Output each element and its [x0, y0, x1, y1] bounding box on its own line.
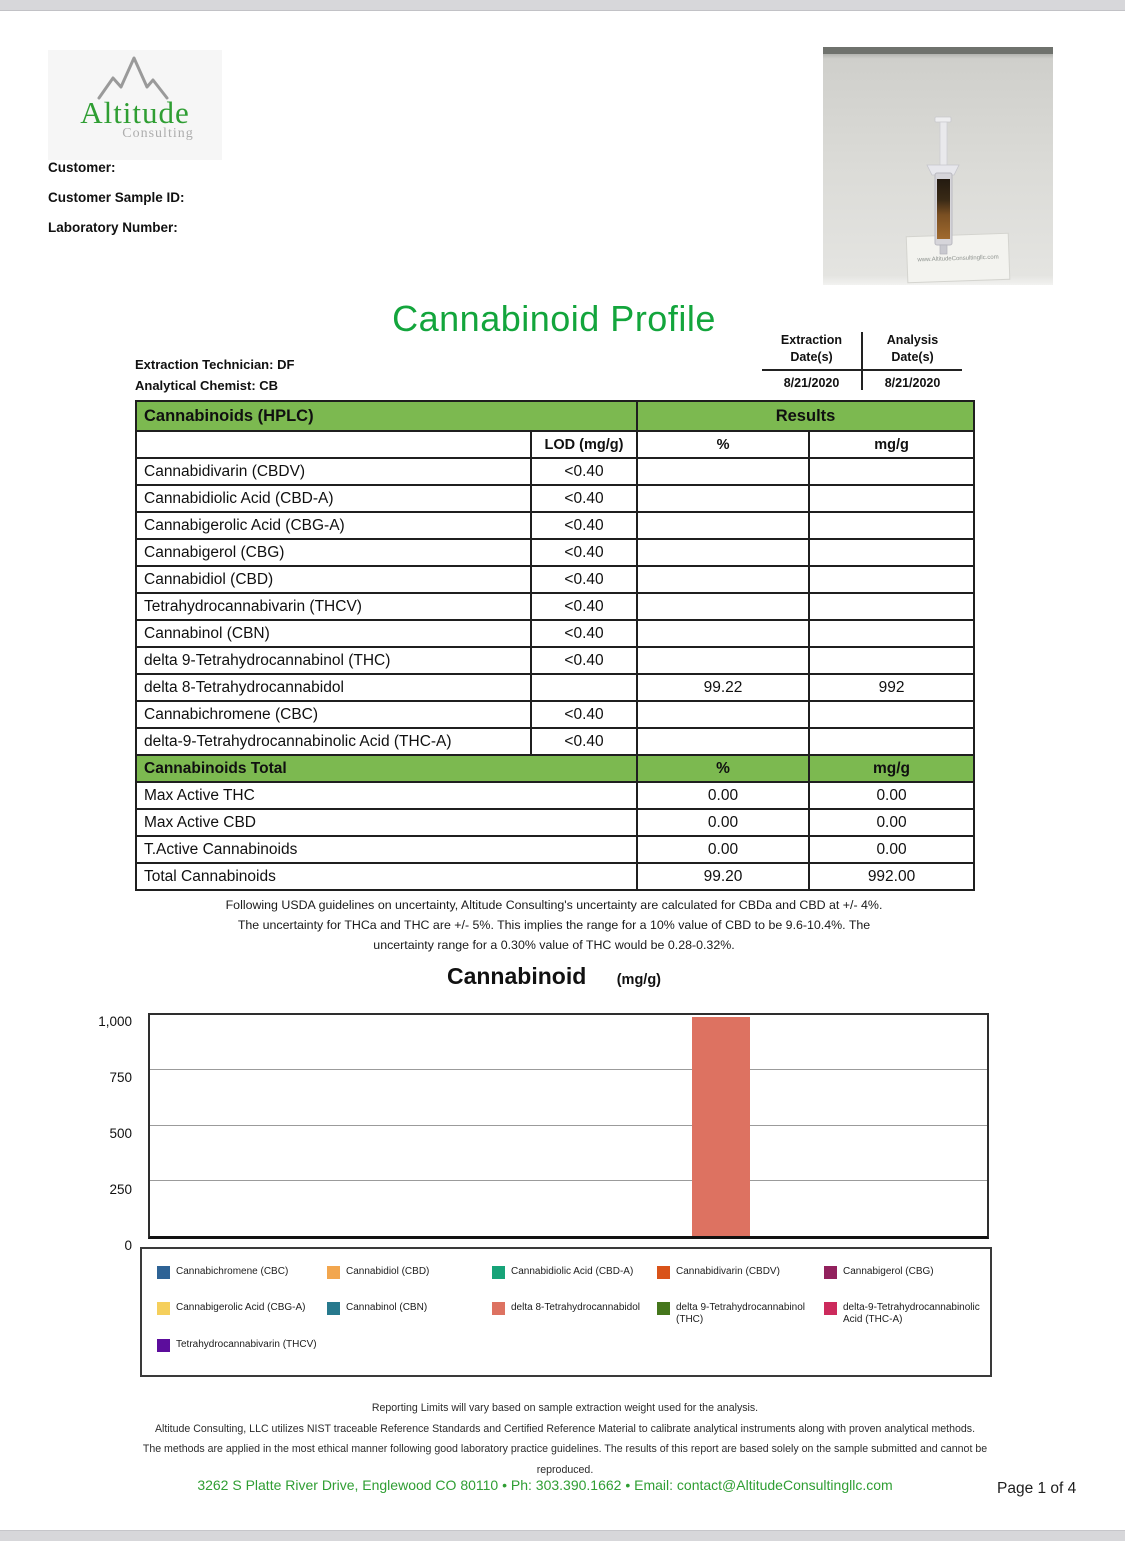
lod-column-header: LOD (mg/g)	[531, 431, 637, 458]
analysis-header-line1: Analysis	[886, 333, 939, 347]
legend-swatch-icon	[327, 1302, 340, 1315]
legend-label: Cannabidivarin (CBDV)	[676, 1266, 780, 1277]
footer-note-4: reproduced.	[536, 1463, 594, 1476]
logo-brand-text: Altitude	[80, 95, 190, 130]
table-green-header	[136, 401, 974, 431]
legend-label: delta 9-Tetrahydrocannabinol (THC)	[676, 1302, 805, 1326]
extraction-technician: Extraction Technician: DF	[135, 357, 295, 372]
analyte-tbody	[136, 458, 974, 755]
legend-item	[327, 1266, 492, 1279]
uncertainty-note	[135, 895, 973, 955]
table-row: Cannabigerolic Acid (CBG-A) <0.40	[136, 512, 974, 539]
legend-item	[157, 1339, 327, 1352]
table-row: Tetrahydrocannabivarin (THCV) <0.40	[136, 593, 974, 620]
results-header: Results	[637, 401, 974, 431]
legend-swatch-icon	[157, 1302, 170, 1315]
syringe-photo-graphic	[823, 47, 1053, 285]
scan-edge-bottom	[0, 1530, 1125, 1541]
gridline	[150, 1180, 987, 1181]
legend-item	[657, 1266, 824, 1279]
gridline	[150, 1069, 987, 1070]
total-pct-header: %	[637, 755, 809, 782]
total-row: Max Active CBD 0.00 0.00	[136, 809, 974, 836]
results-table-wrap	[135, 400, 975, 891]
chart-title	[135, 963, 973, 990]
logo-subtitle-text: Consulting	[122, 126, 194, 141]
extraction-header-line1: Extraction	[780, 333, 843, 347]
svg-text:www.AltitudeConsultingllc.com: www.AltitudeConsultingllc.com	[917, 254, 999, 264]
legend-label: Cannabidiol (CBD)	[346, 1266, 430, 1277]
altitude-logo	[48, 50, 222, 160]
legend-item	[824, 1266, 990, 1279]
page-title: Cannabinoid Profile	[392, 298, 716, 339]
analysis-header-line2: Date(s)	[891, 350, 934, 364]
legend-swatch-icon	[824, 1302, 837, 1315]
footer-note-3: The methods are applied in the most ethical manner following good laboratory practice guidelines. The results of this report are based solely on the sample submitted and cannot be	[142, 1443, 988, 1455]
y-tick-label: 250	[109, 1182, 132, 1197]
contact-line: 3262 S Platte River Drive, Englewood CO 80110 • Ph: 303.390.1662 • Email: contact@AltitudeConsultingllc.com	[197, 1477, 893, 1493]
table-row: Cannabidivarin (CBDV) <0.40	[136, 458, 974, 485]
legend-label: delta-9-Tetrahydrocannabinolic Acid (THC-A)	[843, 1302, 980, 1326]
footer-note-2: Altitude Consulting, LLC utilizes NIST traceable Reference Standards and Certified Reference Material to calibrate analytical instruments along with proven analytical methods.	[154, 1422, 976, 1435]
analysis-date-value: 8/21/2020	[884, 376, 941, 390]
legend-swatch-icon	[657, 1302, 670, 1315]
legend-label: Cannabichromene (CBC)	[176, 1266, 289, 1277]
legend-item	[824, 1302, 990, 1326]
legend-item	[157, 1266, 327, 1279]
cannabinoids-hplc-header: Cannabinoids (HPLC)	[136, 401, 637, 431]
legend-swatch-icon	[492, 1302, 505, 1315]
legend-swatch-icon	[492, 1266, 505, 1279]
table-row: Cannabinol (CBN) <0.40	[136, 620, 974, 647]
laboratory-number-label: Laboratory Number:	[48, 220, 178, 235]
chart-units-label: (mg/g)	[616, 972, 662, 988]
sample-photo	[823, 47, 1053, 285]
extraction-date-col	[762, 332, 861, 390]
legend-label: Cannabinol (CBN)	[346, 1302, 428, 1314]
legend-swatch-icon	[327, 1266, 340, 1279]
legend-swatch-icon	[657, 1266, 670, 1279]
total-row: Max Active THC 0.00 0.00	[136, 782, 974, 809]
chart-bar	[692, 1017, 750, 1236]
legend-item	[657, 1302, 824, 1326]
legend-label: Cannabigerolic Acid (CBG-A)	[176, 1302, 306, 1314]
customer-fields	[48, 160, 185, 250]
extraction-date-value: 8/21/2020	[783, 376, 840, 390]
table-row: Cannabidiol (CBD) <0.40	[136, 566, 974, 593]
total-row: T.Active Cannabinoids 0.00 0.00	[136, 836, 974, 863]
legend-swatch-icon	[157, 1266, 170, 1279]
chart-legend	[140, 1247, 992, 1377]
y-tick-label: 750	[109, 1070, 132, 1085]
dates-table	[762, 332, 962, 390]
legend-label: Cannabigerol (CBG)	[843, 1266, 934, 1277]
uncertainty-line-1: Following USDA guidelines on uncertainty, Altitude Consulting's uncertainty are calculated for CBDa and CBD at +/- 4%.	[225, 898, 883, 912]
table-row: delta 8-Tetrahydrocannabidol 99.22 992	[136, 674, 974, 701]
results-table	[135, 400, 975, 891]
y-tick-label: 0	[124, 1238, 132, 1253]
table-row: delta 9-Tetrahydrocannabinol (THC) <0.40	[136, 647, 974, 674]
totals-green-header	[136, 755, 974, 782]
mountain-icon	[89, 54, 181, 100]
legend-item	[492, 1266, 657, 1279]
totals-tbody	[136, 782, 974, 890]
footer-notes	[97, 1398, 1033, 1480]
legend-item	[327, 1302, 492, 1315]
extraction-header-line2: Date(s)	[790, 350, 833, 364]
mgg-column-header: mg/g	[809, 431, 974, 458]
page-number: Page 1 of 4	[997, 1480, 1077, 1497]
analysis-date-col	[861, 332, 962, 390]
legend-label: delta 8-Tetrahydrocannabidol	[511, 1302, 640, 1314]
chart-plot	[148, 1013, 989, 1239]
legend-label: Tetrahydrocannabivarin (THCV)	[176, 1338, 317, 1350]
technician-block	[135, 354, 294, 396]
table-row: Cannabichromene (CBC) <0.40	[136, 701, 974, 728]
customer-sample-id-label: Customer Sample ID:	[48, 190, 185, 205]
uncertainty-line-3: uncertainty range for a 0.30% value of THC would be 0.28-0.32%.	[373, 938, 735, 952]
customer-label: Customer:	[48, 160, 116, 175]
legend-item	[492, 1302, 657, 1315]
gridline	[150, 1125, 987, 1126]
table-row: Cannabigerol (CBG) <0.40	[136, 539, 974, 566]
table-subheader	[136, 431, 974, 458]
total-row: Total Cannabinoids 99.20 992.00	[136, 863, 974, 890]
legend-label: Cannabidiolic Acid (CBD-A)	[511, 1266, 634, 1277]
legend-item	[157, 1302, 327, 1315]
chart-title-text: Cannabinoid	[446, 963, 587, 989]
legend-swatch-icon	[824, 1266, 837, 1279]
analytical-chemist: Analytical Chemist: CB	[135, 378, 279, 393]
table-row: delta-9-Tetrahydrocannabinolic Acid (THC-A) <0.40	[136, 728, 974, 755]
cannabinoids-total-header: Cannabinoids Total	[136, 755, 637, 782]
table-row: Cannabidiolic Acid (CBD-A) <0.40	[136, 485, 974, 512]
legend-swatch-icon	[157, 1339, 170, 1352]
total-mgg-header: mg/g	[809, 755, 974, 782]
pct-column-header: %	[637, 431, 809, 458]
y-tick-label: 1,000	[98, 1014, 132, 1029]
uncertainty-line-2: The uncertainty for THCa and THC are +/- 5%. This implies the range for a 10% value of CBD to be 9.6-10.4%. The	[237, 918, 871, 932]
footer-note-1: Reporting Limits will vary based on sample extraction weight used for the analysis.	[371, 1402, 759, 1414]
y-tick-label: 500	[109, 1126, 132, 1141]
y-axis-labels	[78, 1013, 140, 1253]
scan-edge-top	[0, 0, 1125, 11]
